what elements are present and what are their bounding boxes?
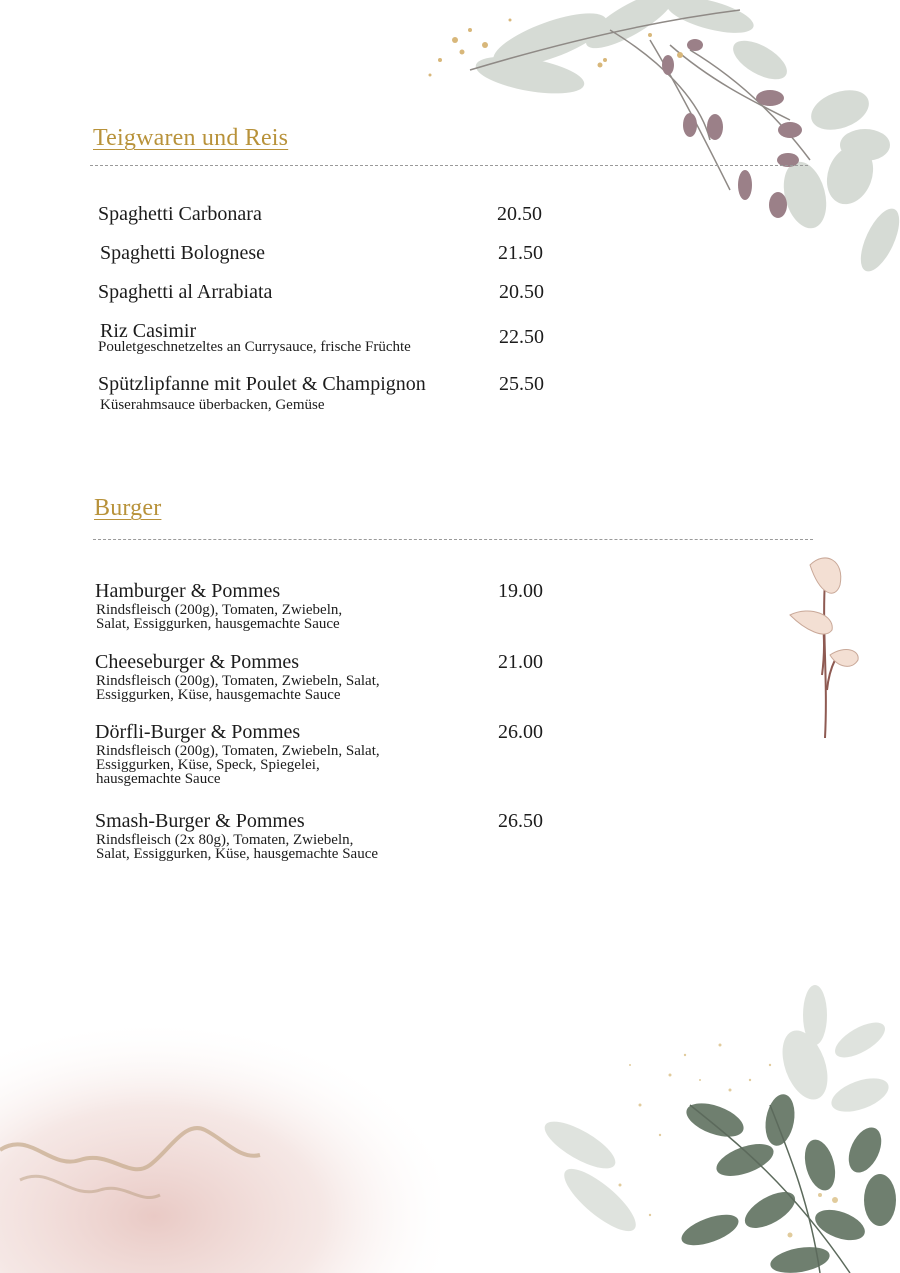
menu-item bbox=[0, 373, 560, 412]
item-price: 25.50 bbox=[499, 373, 544, 395]
section-divider bbox=[93, 539, 813, 540]
item-description: Rindsfleisch (200g), Tomaten, Zwiebeln, Salat, Essiggurken, Küse, Speck, Spiegelei, hausgemachte Sauce bbox=[96, 743, 380, 787]
menu-item bbox=[0, 580, 560, 631]
item-price: 20.50 bbox=[497, 203, 542, 225]
item-name: Dörfli-Burger & Pommes bbox=[95, 721, 301, 743]
item-price: 26.50 bbox=[498, 810, 543, 832]
menu-item bbox=[0, 320, 560, 354]
item-name: Spaghetti al Arrabiata bbox=[98, 281, 273, 303]
item-name: Riz Casimir bbox=[100, 320, 197, 342]
item-name: Spützlipfanne mit Poulet & Champignon bbox=[98, 373, 426, 395]
item-description: Pouletgeschnetzeltes an Currysauce, frische Früchte bbox=[98, 339, 411, 355]
anthurium-flower-icon bbox=[780, 550, 870, 745]
item-description: Rindsfleisch (200g), Tomaten, Zwiebeln, Salat, Essiggurken, Küse, hausgemachte Sauce bbox=[96, 673, 380, 703]
menu-item bbox=[0, 651, 560, 702]
watercolor-wash-icon bbox=[0, 990, 440, 1273]
item-price: 20.50 bbox=[499, 281, 544, 303]
menu-item bbox=[0, 810, 560, 861]
item-description: Küserahmsauce überbacken, Gemüse bbox=[100, 397, 325, 413]
item-price: 21.00 bbox=[498, 651, 543, 673]
item-description: Rindsfleisch (200g), Tomaten, Zwiebeln, Salat, Essiggurken, hausgemachte Sauce bbox=[96, 602, 343, 632]
item-name: Cheeseburger & Pommes bbox=[95, 651, 300, 673]
section-title-pasta: Teigwaren und Reis bbox=[93, 125, 289, 151]
item-price: 22.50 bbox=[499, 326, 544, 348]
menu-item bbox=[0, 281, 560, 303]
item-name: Spaghetti Carbonara bbox=[98, 203, 262, 225]
section-title-burger: Burger bbox=[94, 495, 162, 521]
item-price: 19.00 bbox=[498, 580, 543, 602]
item-name: Spaghetti Bolognese bbox=[100, 242, 265, 264]
menu-item bbox=[0, 721, 560, 786]
item-name: Hamburger & Pommes bbox=[95, 580, 281, 602]
section-divider bbox=[90, 165, 808, 166]
leaf-bouquet-icon bbox=[520, 985, 900, 1273]
item-description: Rindsfleisch (2x 80g), Tomaten, Zwiebeln, Salat, Essiggurken, Küse, hausgemachte Sauce bbox=[96, 832, 379, 862]
item-price: 21.50 bbox=[498, 242, 543, 264]
menu-item bbox=[0, 242, 560, 264]
item-name: Smash-Burger & Pommes bbox=[95, 810, 305, 832]
item-price: 26.00 bbox=[498, 721, 543, 743]
menu-item bbox=[0, 203, 560, 225]
